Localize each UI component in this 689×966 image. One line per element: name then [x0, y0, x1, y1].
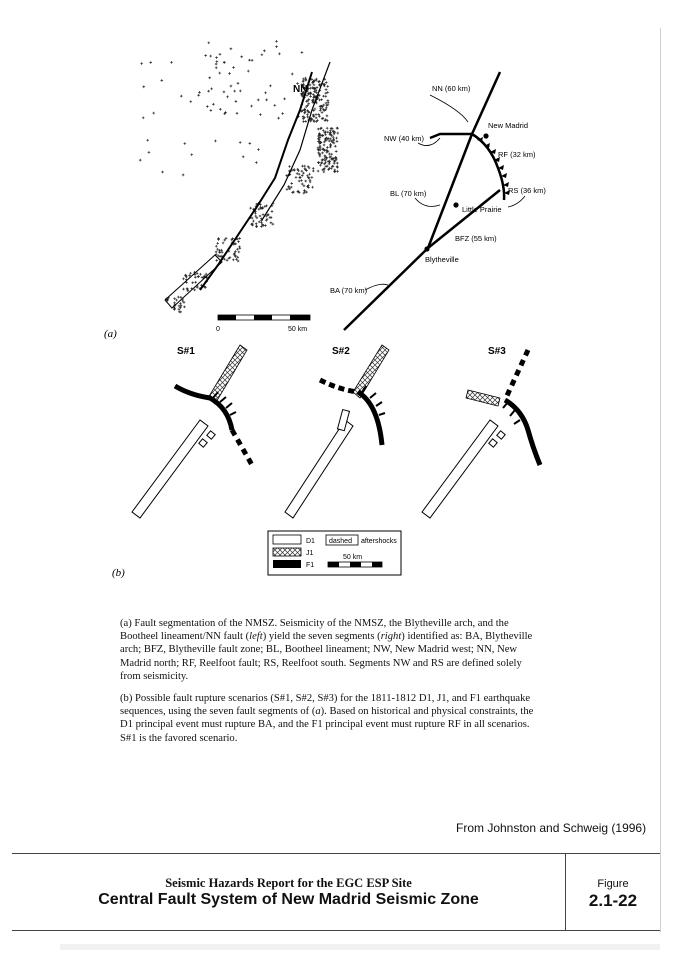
- quake-mark: [319, 148, 322, 151]
- quake-mark: [318, 161, 321, 164]
- quake-mark: [149, 61, 152, 64]
- quake-mark: [302, 120, 305, 123]
- quake-mark: [238, 247, 241, 250]
- quake-mark: [277, 117, 280, 120]
- quake-mark: [215, 259, 218, 262]
- quake-mark: [254, 212, 257, 215]
- quake-mark: [317, 170, 320, 173]
- quake-mark: [255, 222, 258, 225]
- quake-mark: [281, 112, 284, 115]
- quake-mark: [205, 273, 208, 276]
- quake-mark: [140, 62, 143, 65]
- little-prairie-dot: [453, 202, 458, 207]
- quake-mark: [259, 215, 262, 218]
- quake-mark: [309, 95, 312, 98]
- quake-mark: [275, 45, 278, 48]
- quake-mark: [270, 221, 273, 224]
- bl-segment-label: BL (70 km): [390, 189, 427, 198]
- quake-mark: [222, 242, 225, 245]
- quake-mark: [215, 56, 218, 59]
- quake-mark: [251, 59, 254, 62]
- quake-mark: [219, 53, 222, 56]
- quake-mark: [317, 128, 320, 131]
- scenario-3: [422, 346, 540, 518]
- quake-mark: [336, 170, 339, 173]
- quake-mark: [272, 223, 275, 226]
- figure-word: Figure: [597, 878, 629, 890]
- quake-mark: [237, 82, 240, 85]
- quake-mark: [182, 277, 185, 280]
- quake-mark: [207, 42, 210, 45]
- quake-mark: [148, 151, 151, 154]
- quake-mark: [325, 165, 328, 168]
- quake-mark: [327, 99, 330, 102]
- quake-mark: [210, 109, 213, 112]
- quake-mark: [259, 113, 262, 116]
- quake-mark: [170, 61, 173, 64]
- quake-mark: [225, 237, 228, 240]
- quake-mark: [264, 92, 267, 95]
- quake-mark: [301, 51, 304, 54]
- source-credit: From Johnston and Schweig (1996): [456, 821, 647, 835]
- quake-mark: [301, 165, 304, 168]
- quake-mark: [146, 139, 149, 142]
- blytheville-dot: [424, 246, 429, 251]
- scenario-1: [132, 345, 252, 518]
- quake-mark: [249, 207, 252, 210]
- quake-mark: [240, 55, 243, 58]
- quake-mark: [321, 111, 324, 114]
- quake-mark: [301, 174, 304, 177]
- quake-mark: [288, 165, 291, 168]
- caption-b-rest: ). Based on historical and physical constraints, the D1 principal event must rupture BA, and the F1 principal event must rupture RF in all scenarios. S#1 is the favored scenario.: [120, 706, 534, 744]
- quake-mark: [239, 90, 242, 93]
- quake-mark: [320, 98, 323, 101]
- quake-mark: [322, 129, 325, 132]
- quake-mark: [175, 299, 178, 302]
- quake-mark: [237, 260, 240, 263]
- legend-j1-swatch: [273, 548, 301, 556]
- quake-mark: [304, 180, 307, 183]
- quake-mark: [251, 217, 254, 220]
- quake-mark: [335, 150, 338, 153]
- quake-mark: [223, 61, 226, 64]
- quake-mark: [228, 72, 231, 75]
- quake-mark: [250, 105, 253, 108]
- quake-mark: [326, 146, 329, 149]
- legend-j1-label: J1: [306, 550, 314, 557]
- quake-mark: [328, 153, 331, 156]
- quake-mark: [326, 165, 329, 168]
- quake-mark: [215, 245, 218, 248]
- quake-mark: [236, 112, 239, 115]
- caption-a-text: Fault segmentation of the NMSZ. Seismicity of the NMSZ, the Blytheville arch, and the Bootheel lineament/NN fault (: [120, 618, 509, 643]
- quake-mark: [273, 104, 276, 107]
- quake-mark: [235, 100, 238, 103]
- rs-leader: [508, 196, 525, 207]
- quake-mark: [139, 159, 142, 162]
- quake-mark: [214, 140, 217, 143]
- quake-mark: [261, 54, 264, 57]
- quake-mark: [290, 182, 293, 185]
- quake-mark: [242, 156, 245, 159]
- quake-mark: [255, 161, 258, 164]
- caption-b-label: (b): [120, 693, 133, 704]
- quake-mark: [286, 188, 289, 191]
- scenario-3-label: S#3: [488, 346, 506, 357]
- quake-mark: [218, 72, 221, 75]
- quake-mark: [209, 55, 212, 58]
- caption-a-mid: ) yield the seven segments (: [262, 631, 381, 643]
- legend-f1-label: F1: [306, 562, 315, 569]
- quake-mark: [216, 60, 219, 63]
- quake-mark: [230, 85, 233, 88]
- quake-mark: [190, 153, 193, 156]
- quake-mark: [218, 251, 221, 254]
- quake-mark: [325, 95, 328, 98]
- footer-bottom-rule: [12, 930, 660, 931]
- quake-mark: [206, 105, 209, 108]
- quake-mark: [233, 90, 236, 93]
- quake-mark: [335, 137, 338, 140]
- quake-mark: [230, 47, 233, 50]
- legend-d1-swatch: [273, 535, 301, 544]
- segment-map: [330, 72, 546, 330]
- caption-a: [120, 617, 540, 683]
- quake-mark: [326, 85, 329, 88]
- nw-segment-label: NW (40 km): [384, 134, 424, 143]
- quake-mark: [312, 170, 315, 173]
- quake-mark: [275, 40, 278, 43]
- quake-mark: [300, 179, 303, 182]
- footer-top-rule: [12, 853, 660, 854]
- quake-mark: [336, 140, 339, 143]
- quake-mark: [334, 169, 337, 172]
- quake-mark: [173, 297, 176, 300]
- quake-mark: [180, 296, 183, 299]
- rs-segment-label: RS (36 km): [508, 186, 546, 195]
- quake-mark: [142, 117, 145, 120]
- caption-a-left: left: [249, 631, 263, 643]
- quake-mark: [326, 115, 329, 118]
- quake-mark: [257, 99, 260, 102]
- nn-leader: [430, 95, 468, 122]
- quake-mark: [305, 191, 308, 194]
- quake-mark: [235, 258, 238, 261]
- figure-number: 2.1-22: [588, 891, 638, 910]
- quake-mark: [271, 210, 274, 213]
- quake-mark: [191, 281, 194, 284]
- scenario-2: [285, 345, 389, 518]
- quake-mark: [219, 108, 222, 111]
- quake-mark: [208, 76, 211, 79]
- quake-mark: [319, 155, 322, 158]
- quake-mark: [249, 142, 252, 145]
- quake-mark: [333, 162, 336, 165]
- quake-mark: [226, 259, 229, 262]
- quake-mark: [327, 131, 330, 134]
- quake-mark: [291, 73, 294, 76]
- nw-segment: [430, 134, 472, 138]
- caption-a-right: right: [380, 631, 402, 643]
- report-subtitle: Seismic Hazards Report for the EGC ESP Site: [165, 876, 412, 890]
- quake-mark: [152, 112, 155, 115]
- quake-mark: [216, 242, 219, 245]
- quake-mark: [258, 221, 261, 224]
- blytheville-label: Blytheville: [425, 255, 459, 264]
- scenario-1-label: S#1: [177, 346, 195, 357]
- legend-dashed-label: dashed: [329, 538, 352, 545]
- panel-a-label: (a): [104, 328, 117, 340]
- quake-mark: [311, 78, 314, 81]
- quake-mark: [160, 79, 163, 82]
- quake-mark: [328, 163, 331, 166]
- quake-mark: [226, 96, 229, 99]
- quake-mark: [292, 191, 295, 194]
- quake-mark: [237, 240, 240, 243]
- quake-mark: [283, 98, 286, 101]
- quake-mark: [337, 132, 340, 135]
- caption-b-ref: a: [315, 706, 321, 718]
- quake-mark: [325, 88, 328, 91]
- quake-mark: [262, 213, 265, 216]
- quake-mark: [212, 103, 215, 106]
- quake-mark: [325, 81, 328, 84]
- seismicity-map: [139, 40, 339, 333]
- quake-mark: [301, 170, 304, 173]
- quake-mark: [330, 153, 333, 156]
- quake-mark: [301, 183, 304, 186]
- quake-mark: [189, 100, 192, 103]
- scenario-2-label: S#2: [332, 346, 350, 357]
- quake-mark: [207, 90, 210, 93]
- quake-mark: [323, 144, 326, 147]
- quake-mark: [142, 85, 145, 88]
- quake-mark: [194, 281, 197, 284]
- rf-segment-label: RF (32 km): [498, 150, 536, 159]
- bfz-segment-label: BFZ (55 km): [455, 234, 497, 243]
- quake-mark: [308, 173, 311, 176]
- quake-mark: [307, 102, 310, 105]
- ba-segment-label: BA (70 km): [330, 286, 368, 295]
- page-shadow: [60, 944, 660, 950]
- legend-scale-label: 50 km: [343, 554, 363, 561]
- quake-mark: [232, 259, 235, 262]
- quake-mark: [329, 129, 332, 132]
- quake-mark: [215, 251, 218, 254]
- quake-mark: [210, 87, 213, 90]
- quake-mark: [304, 120, 307, 123]
- quake-mark: [252, 220, 255, 223]
- quake-mark: [183, 306, 186, 309]
- quake-mark: [291, 191, 294, 194]
- quake-mark: [194, 276, 197, 279]
- quake-mark: [302, 172, 305, 175]
- quake-mark: [309, 87, 312, 90]
- quake-mark: [173, 302, 176, 305]
- quake-mark: [182, 174, 185, 177]
- quake-mark: [198, 91, 201, 94]
- quake-mark: [263, 49, 266, 52]
- quake-mark: [295, 176, 298, 179]
- quake-mark: [302, 80, 305, 83]
- quake-mark: [199, 273, 202, 276]
- legend-d1-label: D1: [306, 538, 315, 545]
- quake-mark: [236, 256, 239, 259]
- quake-mark: [238, 251, 241, 254]
- quake-mark: [323, 141, 326, 144]
- quake-mark: [321, 152, 324, 155]
- quake-mark: [329, 146, 332, 149]
- quake-mark: [204, 54, 207, 57]
- quake-mark: [315, 113, 318, 116]
- quake-mark: [298, 180, 301, 183]
- bfz-outline: [165, 255, 222, 308]
- quake-mark: [332, 136, 335, 139]
- quake-mark: [236, 248, 239, 251]
- quake-mark: [314, 108, 317, 111]
- quake-mark: [257, 148, 260, 151]
- quake-mark: [311, 176, 314, 179]
- scale-zero: 0: [216, 326, 220, 333]
- quake-mark: [223, 91, 226, 94]
- caption-b-text: Possible fault rupture scenarios (S#1, S#2, S#3) for the 1811-1812 D1, J1, and F1 earthquake sequences, using the seven fault segments of (: [120, 693, 531, 718]
- quake-mark: [278, 53, 281, 56]
- quake-mark: [326, 127, 329, 130]
- map-scale-bar: [216, 315, 310, 333]
- quake-mark: [221, 251, 224, 254]
- quake-mark: [305, 106, 308, 109]
- quake-mark: [178, 311, 181, 314]
- quake-mark: [304, 77, 307, 80]
- quake-mark: [232, 66, 235, 69]
- quake-mark: [189, 272, 192, 275]
- quake-mark: [306, 104, 309, 107]
- quake-mark: [177, 296, 180, 299]
- quake-mark: [334, 145, 337, 148]
- quake-mark: [197, 94, 200, 97]
- bl-leader: [415, 198, 440, 206]
- quake-mark: [303, 189, 306, 192]
- quake-mark: [311, 186, 314, 189]
- quake-mark: [215, 63, 218, 66]
- quake-mark: [312, 167, 315, 170]
- quake-mark: [178, 308, 181, 311]
- new-madrid-dot: [483, 133, 488, 138]
- quake-mark: [290, 186, 293, 189]
- legend-f1-swatch: [273, 560, 301, 568]
- figure-title: Central Fault System of New Madrid Seismic Zone: [98, 891, 479, 908]
- quake-mark: [179, 302, 182, 305]
- little-prairie-label: Little Prairie: [462, 205, 502, 214]
- quake-mark: [239, 141, 242, 144]
- rf-thrust-teeth: [477, 137, 510, 195]
- quake-mark: [182, 288, 185, 291]
- quake-mark: [223, 239, 226, 242]
- quake-mark: [247, 70, 250, 73]
- quake-mark: [180, 95, 183, 98]
- quake-mark: [161, 171, 164, 174]
- quake-mark: [184, 142, 187, 145]
- legend: [268, 531, 401, 575]
- quake-mark: [315, 117, 318, 120]
- legend-aftershocks-label: aftershocks: [361, 538, 397, 545]
- quake-mark: [306, 113, 309, 116]
- nn-segment-label: NN (60 km): [432, 84, 471, 93]
- new-madrid-label: New Madrid: [488, 121, 529, 130]
- caption-a-label: (a): [120, 618, 132, 629]
- quake-mark: [322, 95, 325, 98]
- quake-mark: [313, 84, 316, 87]
- panel-b-label: (b): [112, 567, 125, 579]
- quake-mark: [248, 59, 251, 62]
- scale-length: 50 km: [288, 326, 308, 333]
- quake-mark: [215, 67, 218, 70]
- quake-mark: [193, 289, 196, 292]
- caption-a-rest: ) identified as: BA, Blytheville arch; BFZ, Blytheville fault zone; BL, Bootheel lineament; NW, New Madrid west; NN, New Madrid north; RF, Reelfoot fault; RS, Reelfoot south. Segments NW and RS are defined solely from seismicity.: [120, 631, 533, 682]
- quake-mark: [336, 162, 339, 165]
- caption-b: [120, 692, 540, 745]
- quake-mark: [238, 237, 241, 240]
- quake-mark: [321, 161, 324, 164]
- quake-mark: [323, 83, 326, 86]
- nn-map-label: NN: [293, 84, 308, 95]
- quake-mark: [303, 185, 306, 188]
- quake-mark: [309, 179, 312, 182]
- quake-mark: [197, 275, 200, 278]
- quake-mark: [269, 84, 272, 87]
- quake-mark: [265, 99, 268, 102]
